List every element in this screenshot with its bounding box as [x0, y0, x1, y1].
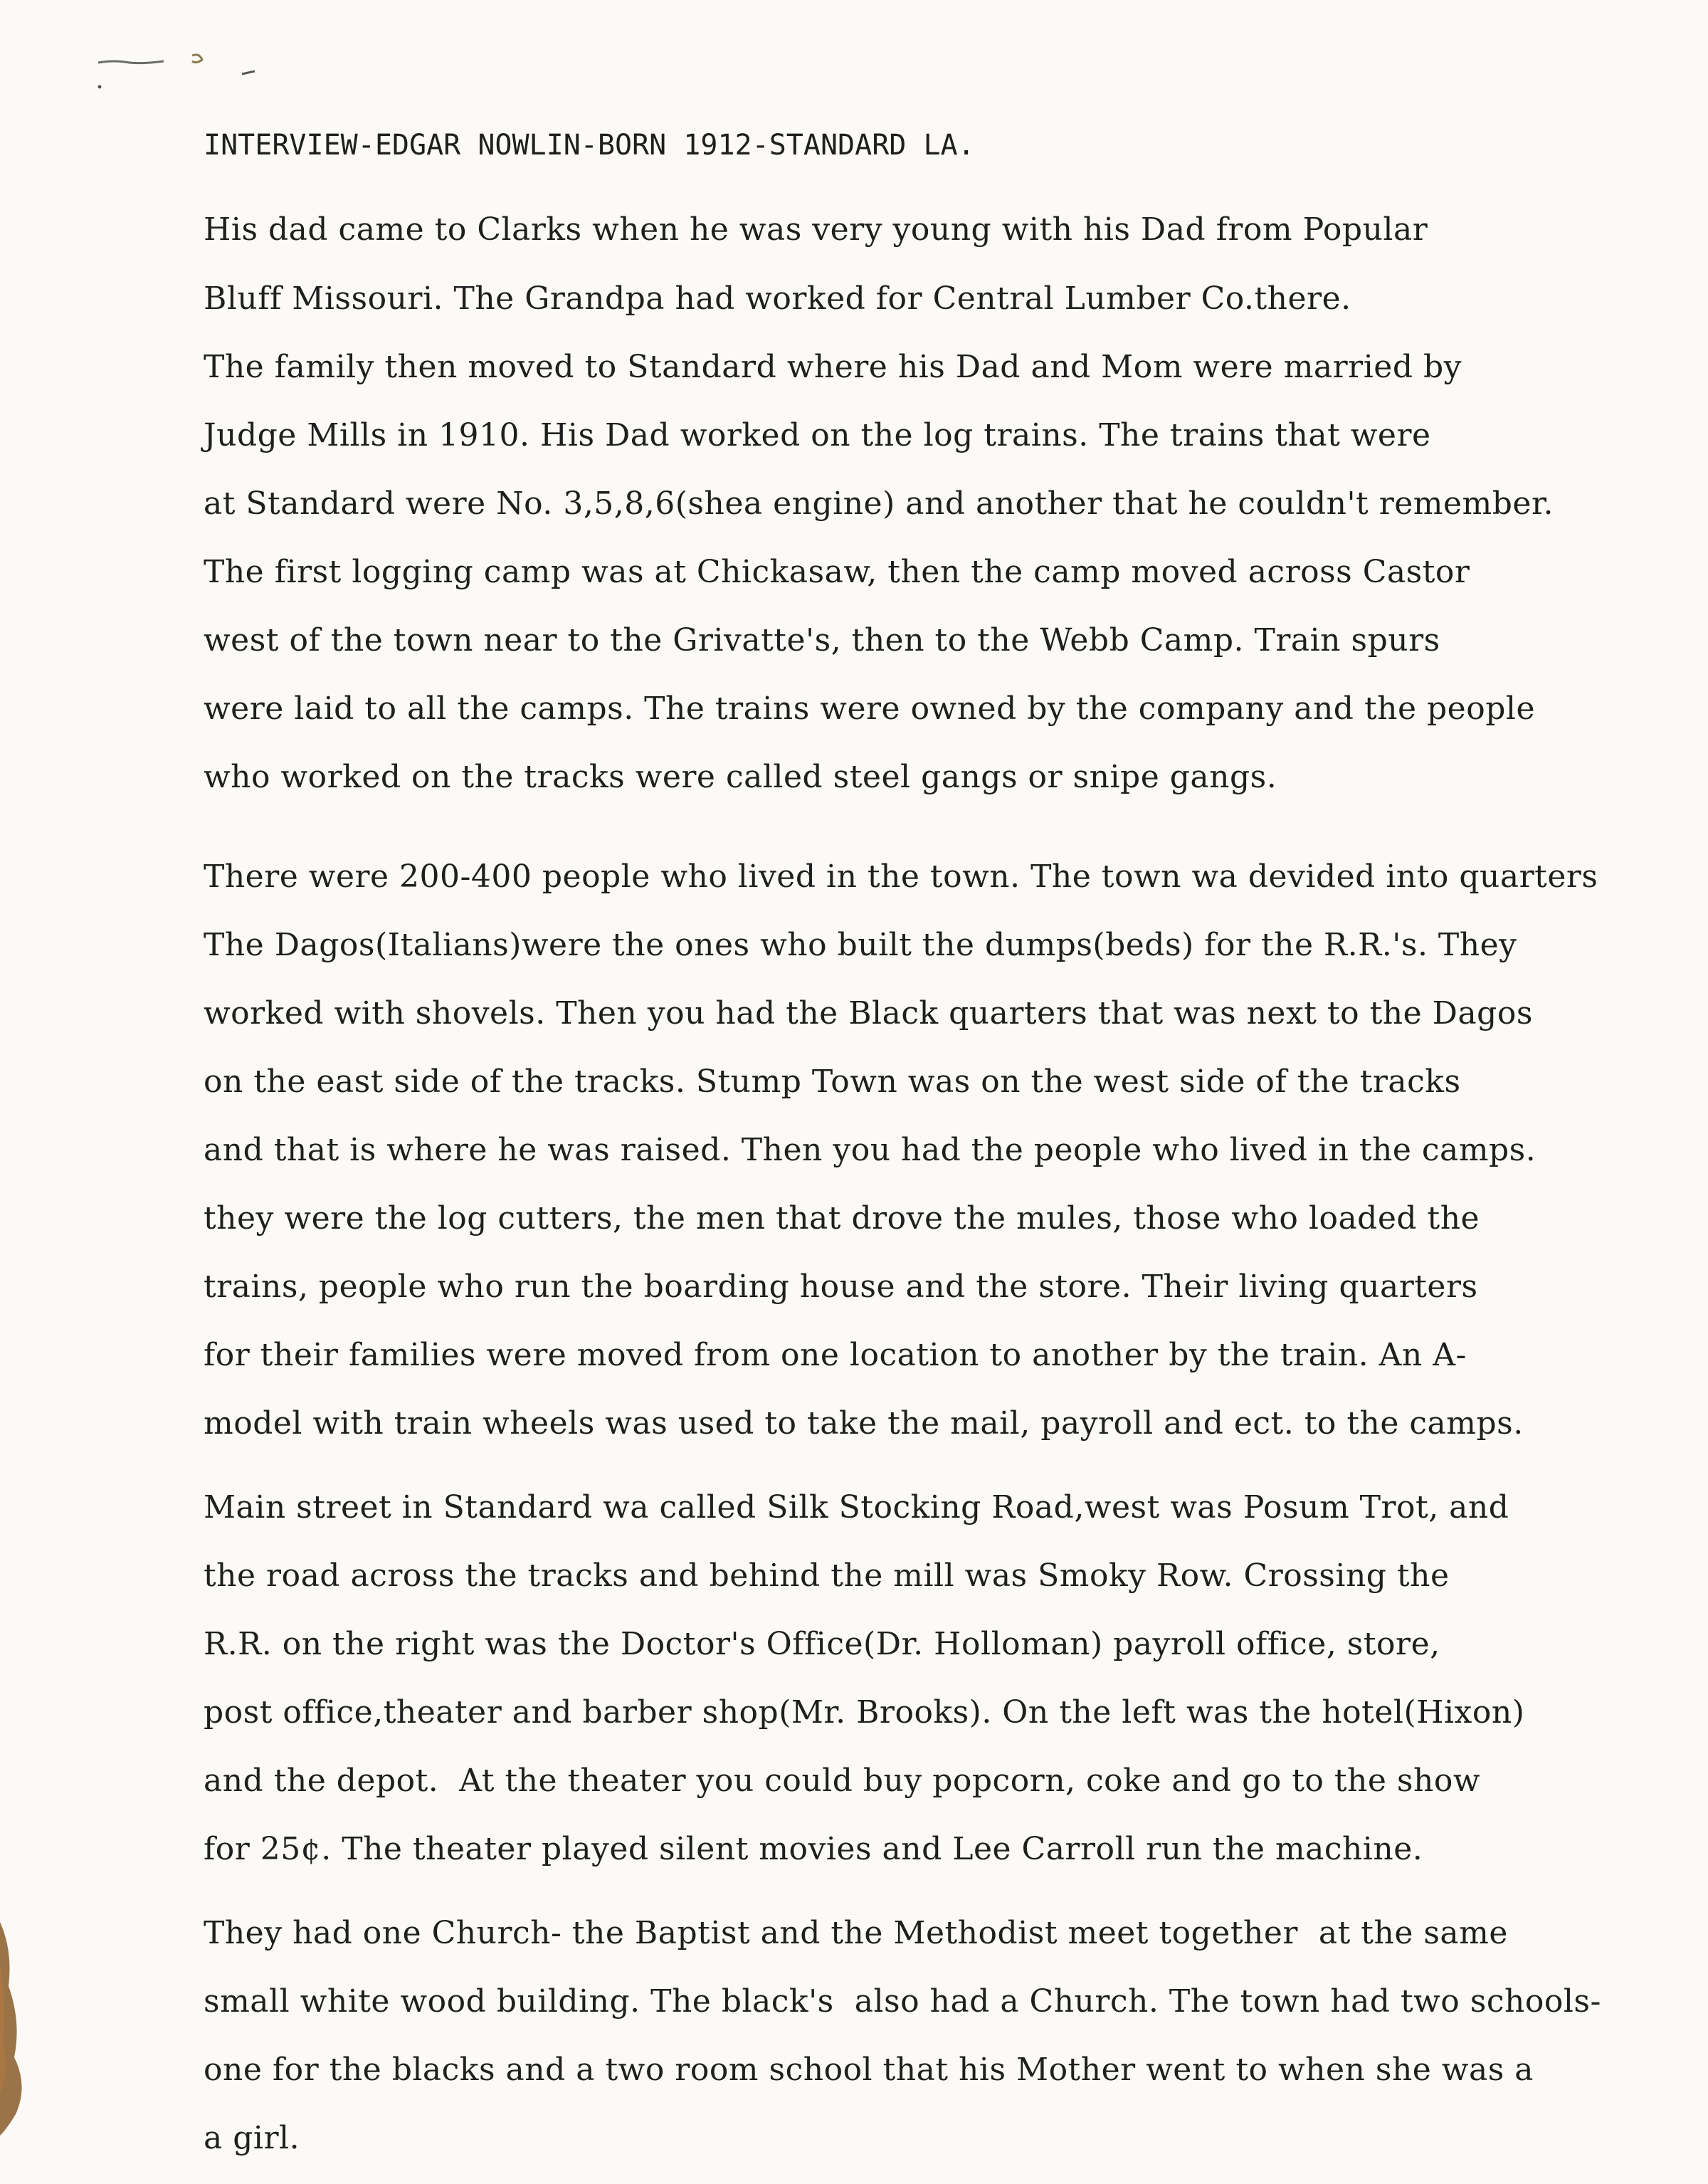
body-line: model with train wheels was used to take the mail, payroll and ect. to the camps. — [204, 1405, 1524, 1442]
body-line: and that is where he was raised. Then you had the people who lived in the camps. — [204, 1132, 1536, 1168]
body-line: Judge Mills in 1910. His Dad worked on the log trains. The trains that were — [204, 417, 1431, 453]
ink-smudge-mark — [93, 50, 278, 93]
body-line: post office,theater and barber shop(Mr. Brooks). On the left was the hotel(Hixon) — [204, 1694, 1525, 1731]
body-line: west of the town near to the Grivatte's, then to the Webb Camp. Train spurs — [204, 622, 1440, 658]
body-line: they were the log cutters, the men that drove the mules, those who loaded the — [204, 1200, 1480, 1237]
body-line: The first logging camp was at Chickasaw, then the camp moved across Castor — [204, 554, 1470, 590]
body-line: Bluff Missouri. The Grandpa had worked for Central Lumber Co.there. — [204, 280, 1351, 317]
body-line: Main street in Standard wa called Silk Stocking Road,west was Posum Trot, and — [204, 1489, 1509, 1526]
body-line: His dad came to Clarks when he was very young with his Dad from Popular — [204, 211, 1428, 248]
body-line: There were 200-400 people who lived in the town. The town wa devided into quarters — [204, 859, 1598, 895]
body-line: were laid to all the camps. The trains were owned by the company and the people — [204, 691, 1535, 727]
body-line: R.R. on the right was the Doctor's Office(Dr. Holloman) payroll office, store, — [204, 1626, 1440, 1662]
body-line: They had one Church- the Baptist and the Methodist meet together at the same — [204, 1915, 1508, 1951]
body-line: trains, people who run the boarding house and the store. Their living quarters — [204, 1269, 1478, 1305]
body-line: The Dagos(Italians)were the ones who built the dumps(beds) for the R.R.'s. They — [204, 927, 1517, 963]
body-line: and the depot. At the theater you could buy popcorn, coke and go to the show — [204, 1763, 1480, 1799]
body-line: for 25¢. The theater played silent movies and Lee Carroll run the machine. — [204, 1831, 1423, 1867]
body-line: on the east side of the tracks. Stump Town was on the west side of the tracks — [204, 1064, 1461, 1100]
body-line: small white wood building. The black's also had a Church. The town had two schools- — [204, 1983, 1601, 2020]
body-line: at Standard were No. 3,5,8,6(shea engine) and another that he couldn't remember. — [204, 485, 1554, 522]
document-title: INTERVIEW-EDGAR NOWLIN-BORN 1912-STANDARD LA. — [204, 129, 975, 162]
body-line: a girl. — [204, 2120, 300, 2156]
body-line: worked with shovels. Then you had the Black quarters that was next to the Dagos — [204, 995, 1533, 1031]
body-line: the road across the tracks and behind the mill was Smoky Row. Crossing the — [204, 1558, 1450, 1594]
body-line: for their families were moved from one location to another by the train. An A- — [204, 1337, 1467, 1373]
body-line: one for the blacks and a two room school that his Mother went to when she was a — [204, 2052, 1534, 2088]
body-line: who worked on the tracks were called steel gangs or snipe gangs. — [204, 759, 1277, 795]
body-line: The family then moved to Standard where his Dad and Mom were married by — [204, 349, 1462, 385]
stain-mark — [0, 1922, 43, 2136]
